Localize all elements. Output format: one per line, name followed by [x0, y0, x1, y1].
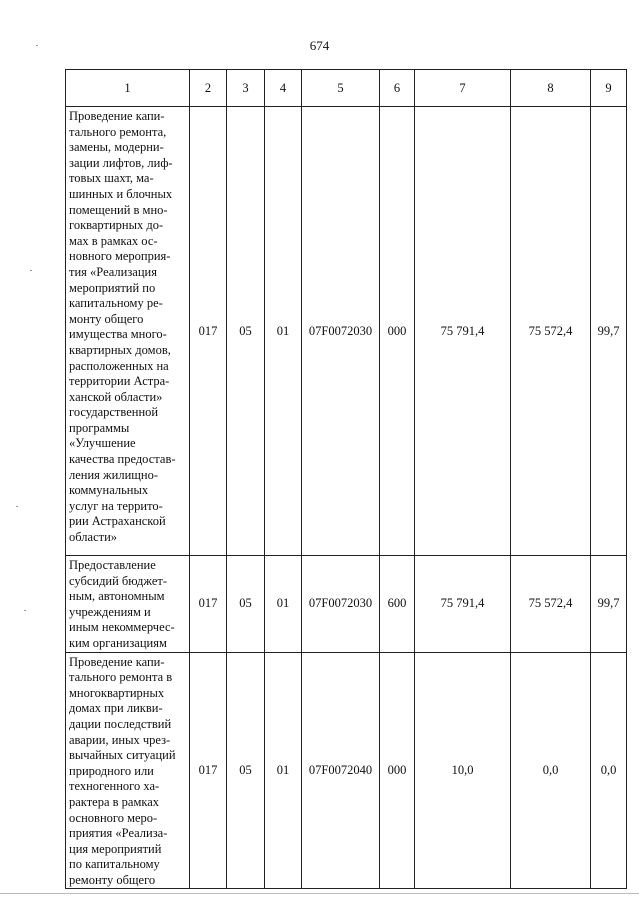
cell-col-6: 000 [380, 107, 415, 556]
cell-col-2: 017 [190, 556, 227, 653]
cell-col-2: 017 [190, 652, 227, 889]
cell-col-3: 05 [227, 556, 265, 653]
header-col-5: 5 [302, 70, 380, 107]
cell-col-5: 07F0072040 [302, 652, 380, 889]
cell-col-7: 10,0 [415, 652, 511, 889]
table-row [66, 107, 627, 556]
table-row [66, 556, 627, 653]
table-row [66, 652, 627, 889]
header-col-3: 3 [227, 70, 265, 107]
header-row [66, 70, 627, 107]
cell-col-4: 01 [265, 556, 302, 653]
row-description: Проведение капи- тального ремонта в многоквартирных домах при ликви- дации последствий аварии, иных чрез- вычайных ситуаций природного или техногенного ха- рактера в рамках основного меро- приятия «Реализа- ция мероприятий по капитальному ремонту общего [66, 652, 190, 889]
scan-speck [36, 45, 38, 46]
cell-col-9: 0,0 [591, 652, 627, 889]
header-col-4: 4 [265, 70, 302, 107]
cell-col-9: 99,7 [591, 556, 627, 653]
cell-col-9: 99,7 [591, 107, 627, 556]
cell-col-8: 75 572,4 [511, 107, 591, 556]
cell-col-7: 75 791,4 [415, 556, 511, 653]
row-description: Проведение капи- тального ремонта, замены, модерни- зации лифтов, лиф- товых шахт, ма- шинных и блочных помещений в мно- гоквартирных до- мах в рамках ос- новного мероприя- тия «Реализация мероприятий по капитальному ре- монту общего имущества много- квартирных домов, расположенных на территории Астра- ханской области» государственной программы «Улучшение качества предостав- ления жилищно- коммунальных услуг на террито- рии Астраханской области» [66, 107, 190, 556]
cell-col-6: 000 [380, 652, 415, 889]
header-col-6: 6 [380, 70, 415, 107]
cell-col-5: 07F0072030 [302, 556, 380, 653]
header-col-2: 2 [190, 70, 227, 107]
cell-col-8: 75 572,4 [511, 556, 591, 653]
cell-col-8: 0,0 [511, 652, 591, 889]
cell-col-2: 017 [190, 107, 227, 556]
cell-col-3: 05 [227, 652, 265, 889]
scan-edge-line [0, 893, 639, 894]
page-number: 674 [309, 38, 330, 53]
cell-col-4: 01 [265, 107, 302, 556]
cell-col-6: 600 [380, 556, 415, 653]
cell-col-5: 07F0072030 [302, 107, 380, 556]
scan-speck [16, 506, 18, 507]
cell-col-4: 01 [265, 652, 302, 889]
header-col-7: 7 [415, 70, 511, 107]
budget-table [65, 69, 627, 889]
header-col-9: 9 [591, 70, 627, 107]
row-description: Предоставление субсидий бюджет- ным, автономным учреждениям и иным некоммерчес- ким организациям [66, 556, 190, 653]
scan-speck [30, 270, 32, 271]
cell-col-3: 05 [227, 107, 265, 556]
cell-col-7: 75 791,4 [415, 107, 511, 556]
scan-speck [24, 610, 26, 611]
header-col-8: 8 [511, 70, 591, 107]
header-col-1: 1 [66, 70, 190, 107]
